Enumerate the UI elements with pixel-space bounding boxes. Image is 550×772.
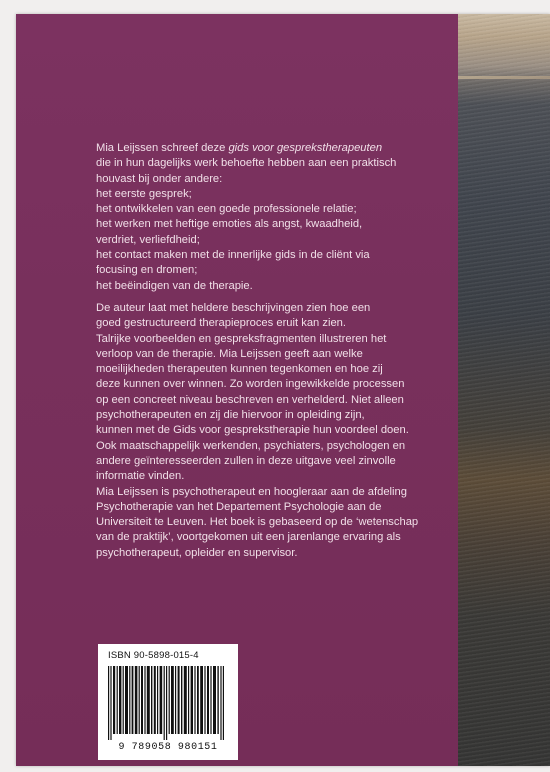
book-back-cover — [16, 14, 550, 766]
body-line: Talrijke voorbeelden en gespreksfragmenten illustreren het — [96, 332, 387, 345]
body-line: verloop van de therapie. Mia Leijssen geeft aan welke — [96, 347, 363, 360]
barcode-label — [98, 644, 238, 760]
intro-line: het beëindigen van de therapie. — [96, 279, 253, 292]
body-line: De auteur laat met heldere beschrijvingen zien hoe een — [96, 302, 371, 314]
intro-line: verdriet, verliefdheid; — [96, 233, 200, 246]
intro-line: het ontwikkelen van een goede professionele relatie; — [96, 203, 357, 216]
barcode-icon — [108, 666, 226, 740]
body-line: van de praktijk’, voortgekomen uit een jarenlange ervaring als — [96, 531, 401, 544]
body-line: goed gestructureerd therapieproces eruit kan zien. — [96, 317, 347, 330]
intro-line: het contact maken met de innerlijke gids in de cliënt via — [96, 249, 370, 262]
isbn-text: ISBN 90-5898-015-4 — [108, 650, 199, 661]
intro-line: focusing en dromen; — [96, 264, 198, 277]
body-line: kunnen met de Gids voor gesprekstherapie hun voordeel doen. — [96, 424, 409, 437]
intro-line-1 — [96, 141, 456, 156]
barcode-digits: 9 789058 980151 — [118, 742, 218, 753]
body-line: Mia Leijssen is psychotherapeut en hoogleraar aan de afdeling — [96, 485, 407, 498]
body-text — [96, 301, 456, 561]
body-line: psychotherapeuten en zij die hiervoor in opleiding zijn, — [96, 409, 365, 422]
intro-line: die in hun dagelijks werk behoefte hebben aan een praktisch — [96, 157, 397, 170]
sea-photo-strip — [458, 14, 550, 766]
body-line: Universiteit te Leuven. Het boek is gebaseerd op de ‘wetenschap — [96, 516, 419, 529]
body-line: moeilijkheden therapeuten kunnen tegenkomen en hoe zij — [96, 363, 383, 376]
intro-line: het werken met heftige emoties als angst, kwaadheid, — [96, 218, 363, 231]
body-line: informatie vinden. — [96, 470, 185, 483]
intro-line: houvast bij onder andere: — [96, 172, 223, 185]
body-line: psychotherapeut, opleider en supervisor. — [96, 546, 298, 559]
body-line: op een concreet niveau beschreven en verhelderd. Niet alleen — [96, 393, 404, 406]
intro-text — [96, 141, 456, 294]
intro-line: het eerste gesprek; — [96, 187, 192, 200]
body-line: Ook maatschappelijk werkenden, psychiaters, psychologen en — [96, 439, 406, 452]
body-line: deze kunnen over winnen. Zo worden ingewikkelde processen — [96, 378, 405, 391]
intro-italic-title: gids voor gesprekstherapeuten — [228, 142, 383, 154]
body-line: Psychotherapie van het Departement Psychologie aan de — [96, 500, 382, 513]
body-line: andere geïnteresseerden zullen in deze uitgave veel zinvolle — [96, 454, 396, 467]
intro-line-1-text: Mia Leijssen schreef deze — [96, 142, 229, 154]
